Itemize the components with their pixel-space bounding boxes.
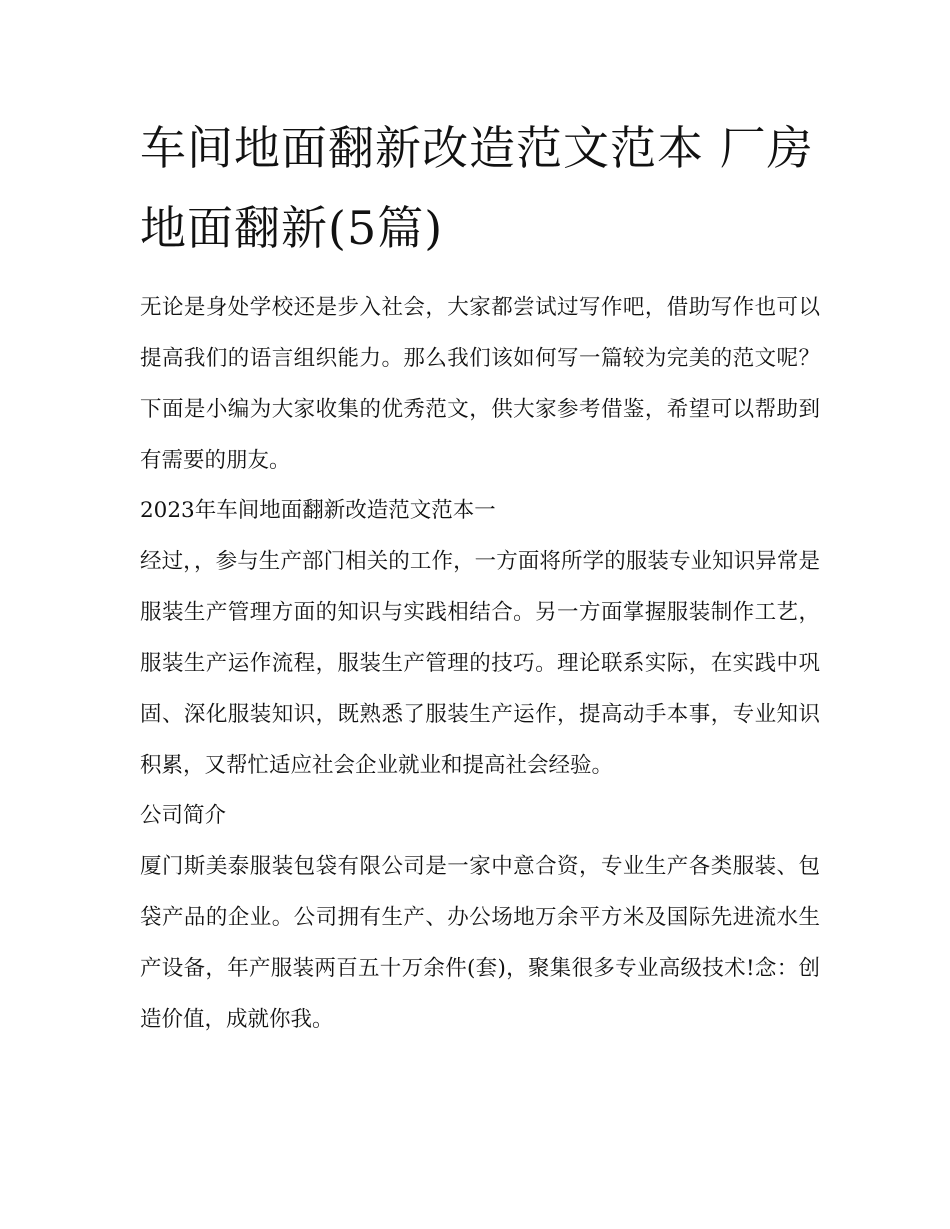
- document-title: 车间地面翻新改造范文范本 厂房地面翻新(5篇): [140, 121, 814, 255]
- company-paragraph: 厦门斯美泰服装包袋有限公司是一家中意合资，专业生产各类服装、包袋产品的企业。公司拥有生产、办公场地万余平方米及国际先进流水生产设备，年产服装两百五十万余件(套)，聚集很多专业高级技术!念：创造价值，成就你我。: [140, 854, 820, 1032]
- document-page: [140, 108, 820, 1045]
- body-paragraph: 经过，，参与生产部门相关的工作，一方面将所学的服装专业知识异常是服装生产管理方面的知识与实践相结合。另一方面掌握服装制作工艺，服装生产运作流程，服装生产管理的技巧。理论联系实际，在实践中巩固、深化服装知识，既熟悉了服装生产运作，提高动手本事，专业知识积累，又帮忙适应社会企业就业和提高社会经验。: [140, 549, 820, 778]
- section-heading: 2023年车间地面翻新改造范文范本一: [140, 498, 496, 523]
- intro-paragraph: 无论是身处学校还是步入社会，大家都尝试过写作吧，借助写作也可以提高我们的语言组织能力。那么我们该如何写一篇较为完美的范文呢？下面是小编为大家收集的优秀范文，供大家参考借鉴，希望可以帮助到有需要的朋友。: [140, 295, 820, 473]
- company-subheading: 公司简介: [140, 803, 227, 828]
